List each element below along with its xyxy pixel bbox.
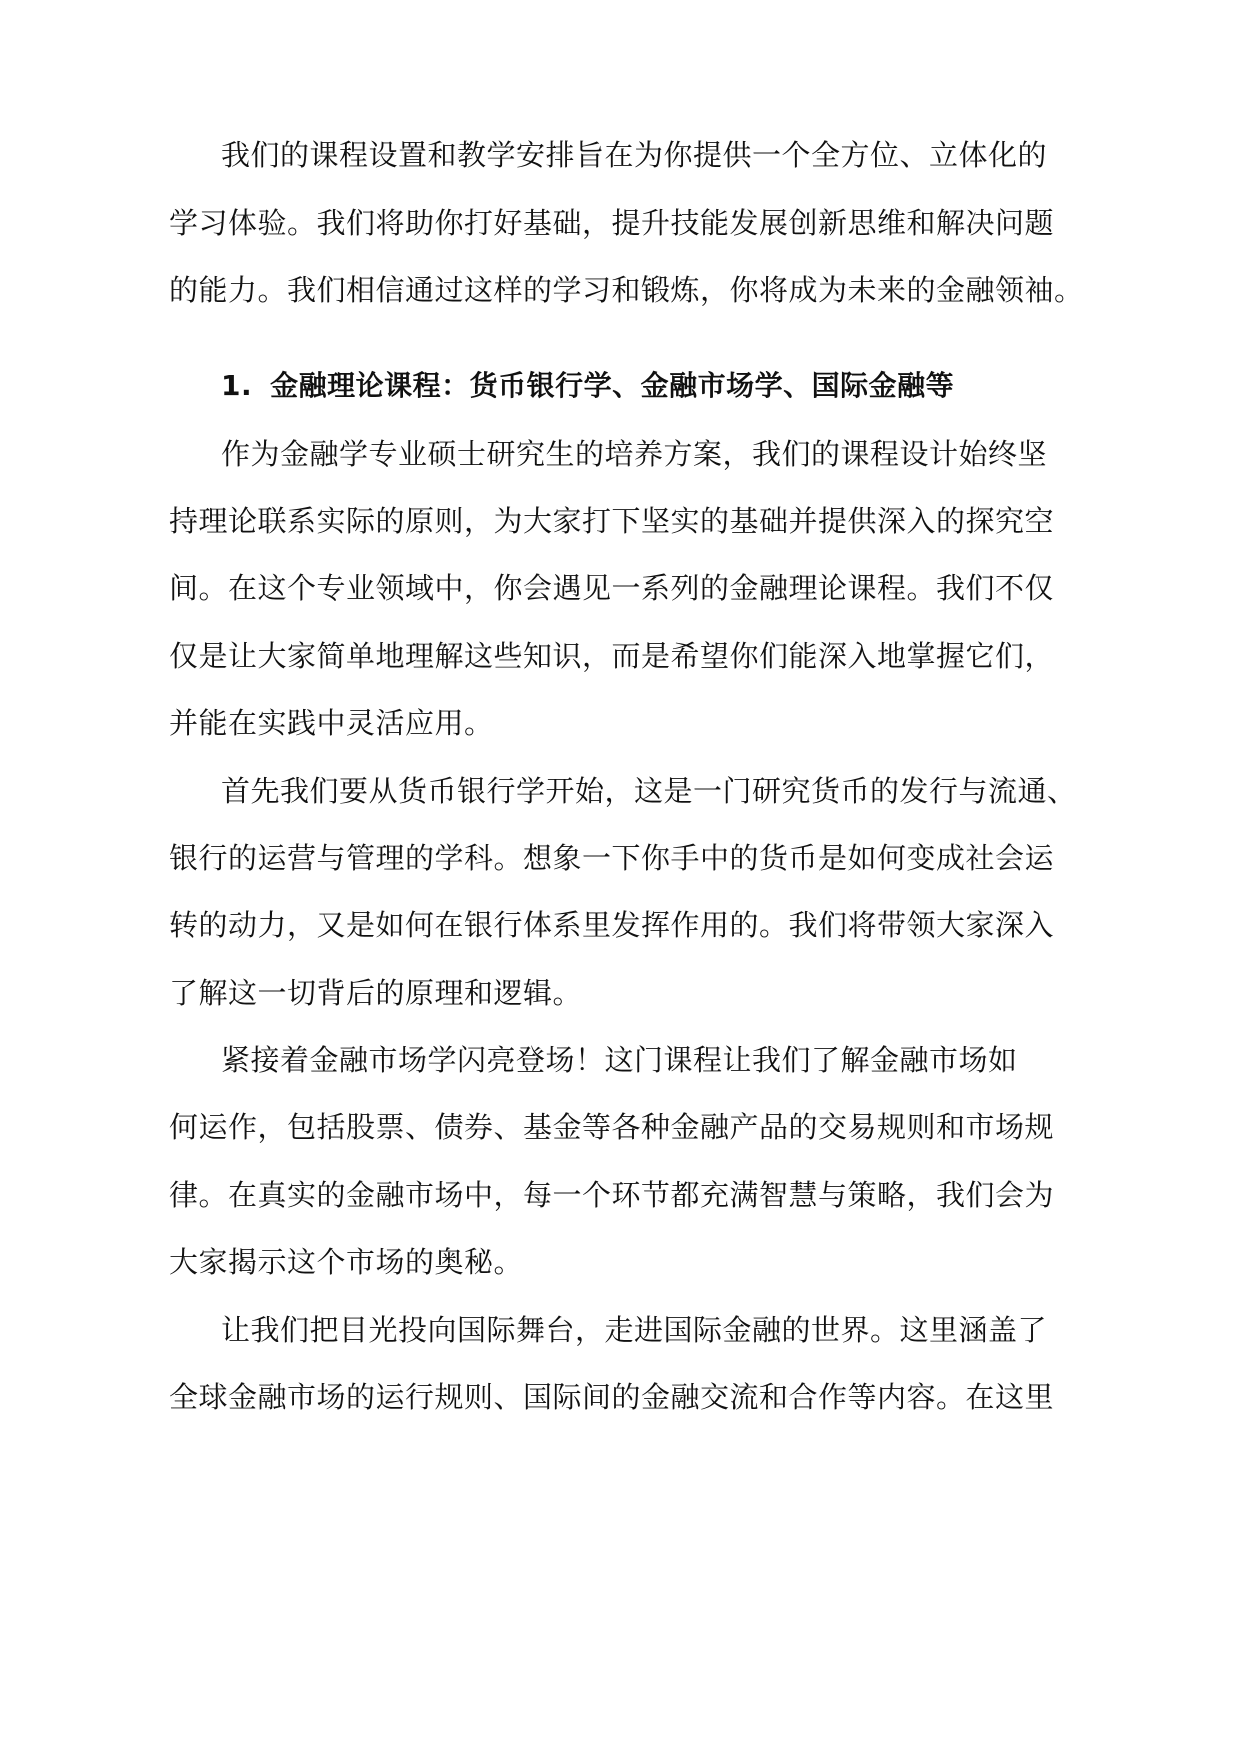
paragraph-2-line-4: 仅是让大家简单地理解这些知识，而是希望你们能深入地掌握它们，	[169, 639, 1055, 673]
paragraph-3-line-1: 首先我们要从货币银行学开始，这是一门研究货币的发行与流通、	[221, 774, 1077, 808]
paragraph-2-line-3: 间。在这个专业领域中，你会遇见一系列的金融理论课程。我们不仅	[169, 571, 1055, 605]
section-heading-text: 金融理论课程：货币银行学、金融市场学、国际金融等	[270, 369, 955, 402]
paragraph-2-line-2: 持理论联系实际的原则，为大家打下坚实的基础并提供深入的探究空	[169, 504, 1055, 538]
paragraph-2-line-1: 作为金融学专业硕士研究生的培养方案，我们的课程设计始终坚	[221, 437, 1048, 471]
paragraph-4-line-2: 何运作，包括股票、债券、基金等各种金融产品的交易规则和市场规	[169, 1110, 1055, 1144]
paragraph-4-line-1: 紧接着金融市场学闪亮登场！这门课程让我们了解金融市场如	[221, 1043, 1018, 1077]
paragraph-4-line-3: 律。在真实的金融市场中，每一个环节都充满智慧与策略，我们会为	[169, 1178, 1055, 1212]
paragraph-2-line-5: 并能在实践中灵活应用。	[169, 706, 494, 740]
section-heading-number: 1.	[221, 369, 253, 402]
paragraph-1-line-3: 的能力。我们相信通过这样的学习和锻炼，你将成为未来的金融领袖。	[169, 273, 1084, 307]
paragraph-1-line-1: 我们的课程设置和教学安排旨在为你提供一个全方位、立体化的	[221, 138, 1048, 172]
section-heading	[0, 366, 1241, 406]
paragraph-3-line-3: 转的动力，又是如何在银行体系里发挥作用的。我们将带领大家深入	[169, 908, 1055, 942]
paragraph-3-line-2: 银行的运营与管理的学科。想象一下你手中的货币是如何变成社会运	[169, 841, 1055, 875]
paragraph-5-line-1: 让我们把目光投向国际舞台，走进国际金融的世界。这里涵盖了	[221, 1313, 1048, 1347]
paragraph-1-line-2: 学习体验。我们将助你打好基础，提升技能发展创新思维和解决问题	[169, 206, 1055, 240]
paragraph-4-line-4: 大家揭示这个市场的奥秘。	[169, 1245, 524, 1279]
paragraph-5-line-2: 全球金融市场的运行规则、国际间的金融交流和合作等内容。在这里	[169, 1380, 1055, 1414]
paragraph-3-line-4: 了解这一切背后的原理和逻辑。	[169, 976, 583, 1010]
